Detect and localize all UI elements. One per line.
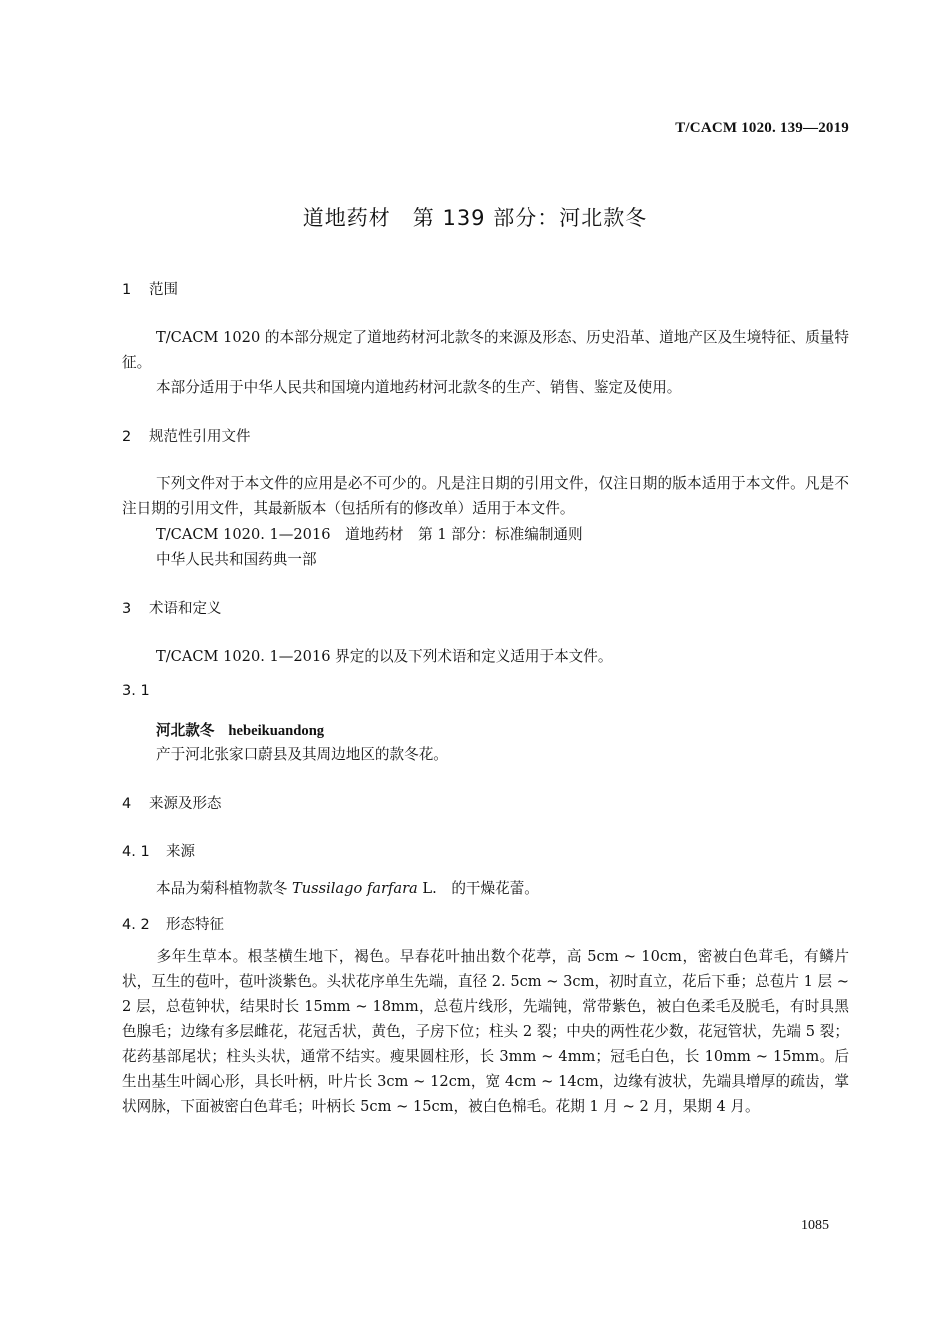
term-definition: 产于河北张家口蔚县及其周边地区的款冬花。: [156, 746, 448, 763]
subsection-number: 4. 1: [122, 844, 150, 860]
section-title: 范围: [149, 282, 178, 298]
paragraph-text: 下列文件对于本文件的应用是必不可少的。凡是注日期的引用文件，仅注日期的版本适用于本文件。凡是不注日期的引用文件，其最新版本（包括所有的修改单）适用于本文件。: [122, 475, 849, 517]
page-number: 1085: [801, 1218, 829, 1233]
subsection-title: 形态特征: [166, 917, 224, 933]
term-english: hebeikuandong: [228, 723, 325, 739]
paragraph-text: 本部分适用于中华人民共和国境内道地药材河北款冬的生产、销售、鉴定及使用。: [156, 379, 682, 396]
standard-number: T/CACM 1020. 139—2019: [675, 120, 849, 136]
subsection-4-1-heading: [122, 840, 195, 861]
latin-name: Tussilago farfara: [291, 880, 418, 897]
paragraph-text: T/CACM 1020 的本部分规定了道地药材河北款冬的来源及形态、历史沿革、道地产区及生境特征、质量特征。: [122, 329, 849, 371]
section-title: 规范性引用文件: [149, 429, 251, 445]
section-number: 2: [122, 429, 132, 445]
paragraph-text: 多年生草本。根茎横生地下，褐色。早春花叶抽出数个花葶，高 5cm ~ 10cm，密被白色茸毛，有鳞片状，互生的苞叶，苞叶淡紫色。头状花序单生先端，直径 2. 5cm ~ 3cm，初时直立，花后下垂；总苞片 1 层 ~ 2 层，总苞钟状，结果时长 15mm ~ 18mm，总苞片线形，先端钝，常带紫色，被白色柔毛及脱毛，有时具黑色腺毛；边缘有多层雌花，花冠舌状，黄色，子房下位；柱头 2 裂；中央的两性花少数，花冠管状，先端 5 裂；花药基部尾状；柱头头状，通常不结实。瘦果圆柱形，长 3mm ~ 4mm；冠毛白色，长 10mm ~ 15mm。后生出基生叶阔心形，具长叶柄，叶片长 3cm ~ 12cm，宽 4cm ~ 14cm，边缘有波状，先端具增厚的疏齿，掌状网脉，下面被密白色茸毛；叶柄长 5cm ~ 15cm，被白色棉毛。花期 1 月 ~ 2 月，果期 4 月。: [122, 948, 849, 1115]
normative-reference-2: 中华人民共和国药典一部: [156, 551, 317, 568]
subsection-4-1-text: [156, 877, 539, 898]
section-number: 1: [122, 282, 132, 298]
section-3-heading: [122, 597, 222, 618]
section-1-paragraph-2: [122, 375, 849, 400]
text-fragment: L. 的干燥花蕾。: [417, 880, 539, 897]
subsection-title: 来源: [166, 844, 195, 860]
section-number: 3: [122, 601, 132, 617]
section-1-paragraph-1: [122, 325, 849, 375]
normative-reference-1: T/CACM 1020. 1—2016 道地药材 第 1 部分：标准编制通则: [156, 526, 583, 543]
section-title: 来源及形态: [149, 796, 222, 812]
term-entry: [156, 719, 324, 740]
subsection-3-1-number: 3. 1: [122, 683, 150, 699]
subsection-4-2-paragraph: [122, 944, 849, 1119]
document-title: 道地药材 第 139 部分：河北款冬: [302, 206, 648, 230]
section-number: 4: [122, 796, 132, 812]
section-1-heading: [122, 278, 178, 299]
section-2-heading: [122, 425, 251, 446]
section-title: 术语和定义: [149, 601, 222, 617]
section-3-paragraph-1: T/CACM 1020. 1—2016 界定的以及下列术语和定义适用于本文件。: [156, 648, 613, 665]
section-2-paragraph-1: [122, 471, 849, 521]
term-chinese: 河北款冬: [156, 722, 215, 739]
subsection-number: 4. 2: [122, 917, 150, 933]
text-fragment: 本品为菊科植物款冬: [156, 880, 292, 897]
subsection-4-2-heading: [122, 913, 224, 934]
section-4-heading: [122, 792, 222, 813]
